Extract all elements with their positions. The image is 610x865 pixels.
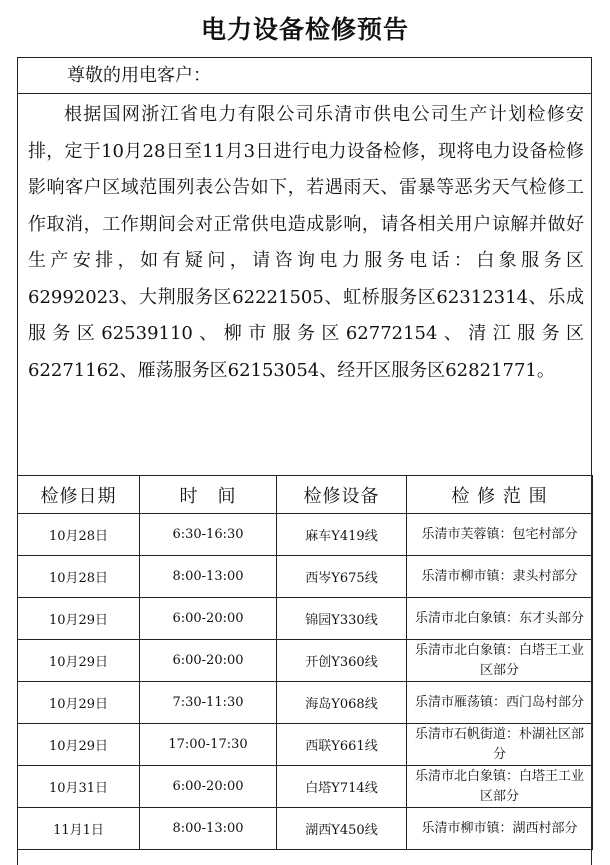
cell-time: 6:00-20:00 (140, 640, 277, 682)
page-title: 电力设备检修预告 (200, 15, 409, 44)
cell-date: 10月28日 (18, 514, 140, 556)
cell-equipment: 开创Y360线 (277, 640, 407, 682)
cell-time: 8:00-13:00 (140, 808, 277, 850)
cell-range: 乐清市雁荡镇：西门岛村部分 (407, 682, 593, 724)
cell-range: 乐清市北白象镇：白塔王工业区部分 (407, 766, 593, 808)
cell-time: 6:30-16:30 (140, 514, 277, 556)
cell-range: 乐清市柳市镇：隶头村部分 (407, 556, 593, 598)
cell-date: 10月29日 (18, 640, 140, 682)
cell-time: 17:00-17:30 (140, 724, 277, 766)
cell-equipment: 西岑Y675线 (277, 556, 407, 598)
notice-text: 根据国网浙江省电力有限公司乐清市供电公司生产计划检修安排，定于10月28日至11月3日进行电力设备检修，现将电力设备检修影响客户区域范围列表公告如下，若遇雨天、雷暴等恶劣天气检修工作取消，工作期间会对正常供电造成影响，请各相关用户谅解并做好生产安排，如有疑问，请咨询电力服务电话：白象服务区62992023、大荆服务区62221505、虹桥服务区62312314、乐成服务区62539110、柳市服务区62772154、清江服务区62271162、雁荡服务区62153054、经开区服务区62821771。 (28, 104, 584, 381)
table-row (18, 514, 593, 556)
cell-date: 10月29日 (18, 598, 140, 640)
cell-time: 6:00-20:00 (140, 766, 277, 808)
header-range: 检 修 范 围 (407, 476, 593, 514)
cell-date: 10月29日 (18, 724, 140, 766)
maintenance-table (17, 475, 593, 850)
table-row (18, 640, 593, 682)
cell-range: 乐清市北白象镇：东才头部分 (407, 598, 593, 640)
cell-equipment: 锦园Y330线 (277, 598, 407, 640)
cell-range: 乐清市芙蓉镇：包宅村部分 (407, 514, 593, 556)
cell-range: 乐清市北白象镇：白塔王工业区部分 (407, 640, 593, 682)
header-equipment: 检修设备 (277, 476, 407, 514)
table-row (18, 766, 593, 808)
cell-range: 乐清市石帆街道：朴湖社区部分 (407, 724, 593, 766)
header-time: 时 间 (140, 476, 277, 514)
greeting: 尊敬的用电客户： (17, 57, 592, 94)
cell-date: 10月31日 (18, 766, 140, 808)
table-row (18, 556, 593, 598)
cell-equipment: 湖西Y450线 (277, 808, 407, 850)
cell-equipment: 海岛Y068线 (277, 682, 407, 724)
table-row (18, 808, 593, 850)
header-date: 检修日期 (18, 476, 140, 514)
table-row (18, 724, 593, 766)
cell-range: 乐清市柳市镇：湖西村部分 (407, 808, 593, 850)
cell-time: 8:00-13:00 (140, 556, 277, 598)
table-header-row (18, 476, 593, 514)
cell-date: 11月1日 (18, 808, 140, 850)
cell-date: 10月28日 (18, 556, 140, 598)
table-row (18, 598, 593, 640)
cell-time: 6:00-20:00 (140, 598, 277, 640)
cell-time: 7:30-11:30 (140, 682, 277, 724)
cell-equipment: 西联Y661线 (277, 724, 407, 766)
table-row (18, 682, 593, 724)
cell-equipment: 麻车Y419线 (277, 514, 407, 556)
cell-date: 10月29日 (18, 682, 140, 724)
cell-equipment: 白塔Y714线 (277, 766, 407, 808)
